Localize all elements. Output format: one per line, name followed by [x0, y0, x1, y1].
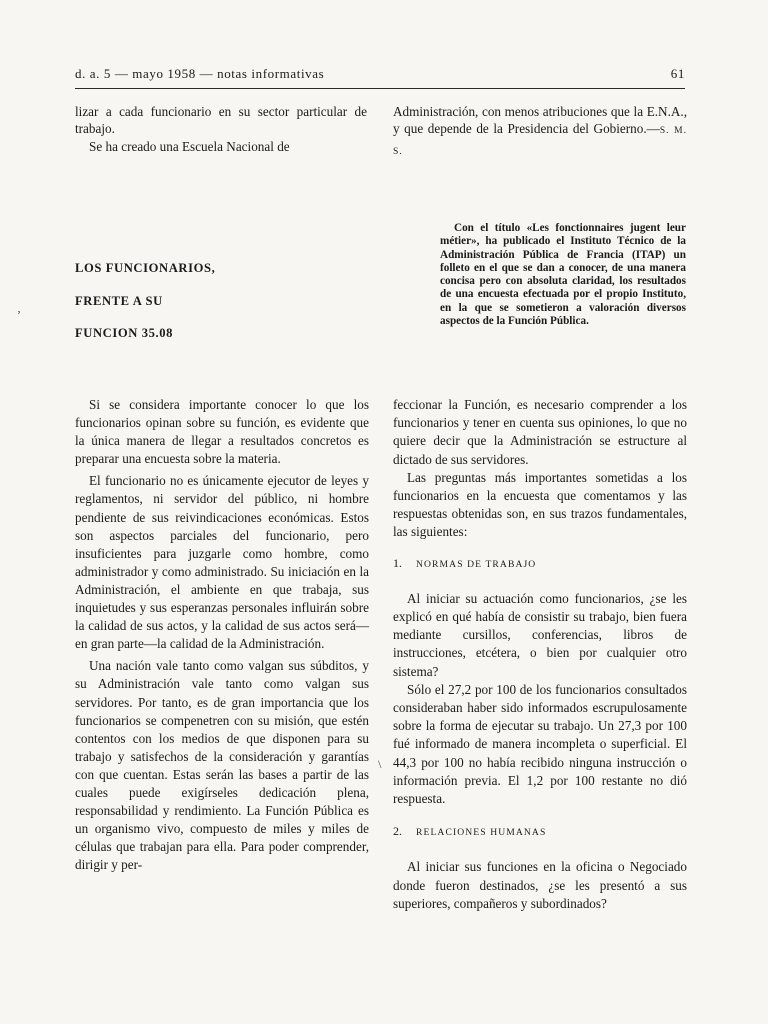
paragraph-text: Administración, con menos atribuciones que la E.N.A., y que depende de la Presidencia del Gobierno.— — [393, 104, 687, 137]
paragraph: Sólo el 27,2 por 100 de los funcionarios consultados consideraban haber sido informados escrupulosamente sobre la forma de ejecutar su trabajo. Un 27,3 por 100 fué informado de manera incompleta o superficial. El 44,3 por 100 no había recibido ninguna instrucción o información previa. El 1,2 por 100 restante no dió respuesta. — [393, 681, 687, 807]
paragraph: Al iniciar sus funciones en la oficina o Negociado donde fueron destinados, ¿se les presentó a sus superiores, compañeros y subordinados? — [393, 859, 687, 911]
paragraph — [393, 103, 687, 161]
paragraph: Se ha creado una Escuela Nacional de — [89, 138, 290, 154]
title-line: FUNCION 35.08 — [75, 326, 174, 340]
article-abstract — [440, 222, 686, 328]
top-right-column — [393, 103, 687, 161]
page-number: 61 — [670, 66, 685, 81]
subsection-label: NORMAS DE TRABAJO — [416, 558, 537, 570]
author-signature: S. M. S. — [393, 126, 687, 157]
stray-mark: \ — [378, 757, 382, 771]
subsection-label: RELACIONES HUMANAS — [416, 827, 547, 839]
subsection-heading — [393, 554, 687, 574]
title-line: FRENTE A SU — [75, 293, 163, 308]
abstract-text: Con el título «Les fonctionnaires jugent leur métier», ha publicado el Instituto Técnico de la Administración Pública de Francia (ITAP) un folleto en el que se dan a conocer, de una manera concisa pero con absoluta claridad, los resultados de una encuesta efectuada por el propio Instituto, en la que se sometieron a valoración diversos aspectos de la Función Pública. — [440, 222, 686, 328]
stray-mark: ʼ — [17, 308, 21, 322]
paragraph: Una nación vale tanto como valgan sus súbditos, y su Administración vale tanto como valgan sus servidores. Por tanto, es de gran importancia que los funcionarios se compenetren con su misión, que estén contentos con los medios de que disponen para su trabajo y satisfechos de la consideración y garantías con que cuentan. Estas serán las bases a partir de las cuales puede exigírseles dedicación plena, responsabilidad y rendimiento. La Función Pública es un organismo vivo, compuesto de miles y miles de células que trabajan para ella. Para poder comprender, dirigir y per- — [75, 658, 369, 873]
body-right-column — [393, 396, 687, 913]
paragraph: lizar a cada funcionario en su sector particular de trabajo. — [75, 104, 367, 137]
paragraph: Si se considera importante conocer lo que los funcionarios opinan sobre su función, es evidente que la única manera de llegar a resultados concretos es preparar una encuesta sobre la materia. — [75, 397, 369, 467]
top-left-column — [75, 103, 367, 155]
paragraph: Las preguntas más importantes sometidas a los funcionarios en la encuesta que comentamos y las respuestas obtenidas son, en sus trazos fundamentales, las siguientes: — [393, 469, 687, 540]
running-header — [75, 66, 685, 86]
title-line: LOS FUNCIONARIOS, — [75, 261, 216, 275]
paragraph: Al iniciar su actuación como funcionarios, ¿se les explicó en qué había de consistir su trabajo, bien fuera mediante cursillos, conferencias, libros de instrucciones, etcétera, o bien por cualquier otro sistema? — [393, 590, 687, 679]
subsection-number: 2. — [393, 824, 402, 839]
subsection-heading — [393, 822, 687, 842]
body-left-column — [75, 396, 369, 874]
subsection-number: 1. — [393, 555, 402, 570]
paragraph: El funcionario no es únicamente ejecutor de leyes y reglamentos, ni servidor del público, ni hombre pendiente de sus reivindicaciones económicas. Estos son aspectos parciales del funcionario, pero insuficientes para juzgarle como hombre, como administrador y como administrado. Su iniciación en la Administración, el ambiente en que trabaja, sus inquietudes y sus esperanzas personales influirán sobre la calidad de sus actos, y la calidad de sus actos será—en gran parte—la calidad de la Administración. — [75, 473, 369, 652]
article-title — [75, 260, 335, 358]
header-title: d. a. 5 — mayo 1958 — notas informativas — [75, 66, 325, 81]
header-rule — [75, 88, 685, 89]
paragraph: feccionar la Función, es necesario comprender a los funcionarios y tener en cuenta sus opiniones, lo que no quiere decir que la Administración se estructure al dictado de sus servidores. — [393, 397, 687, 467]
